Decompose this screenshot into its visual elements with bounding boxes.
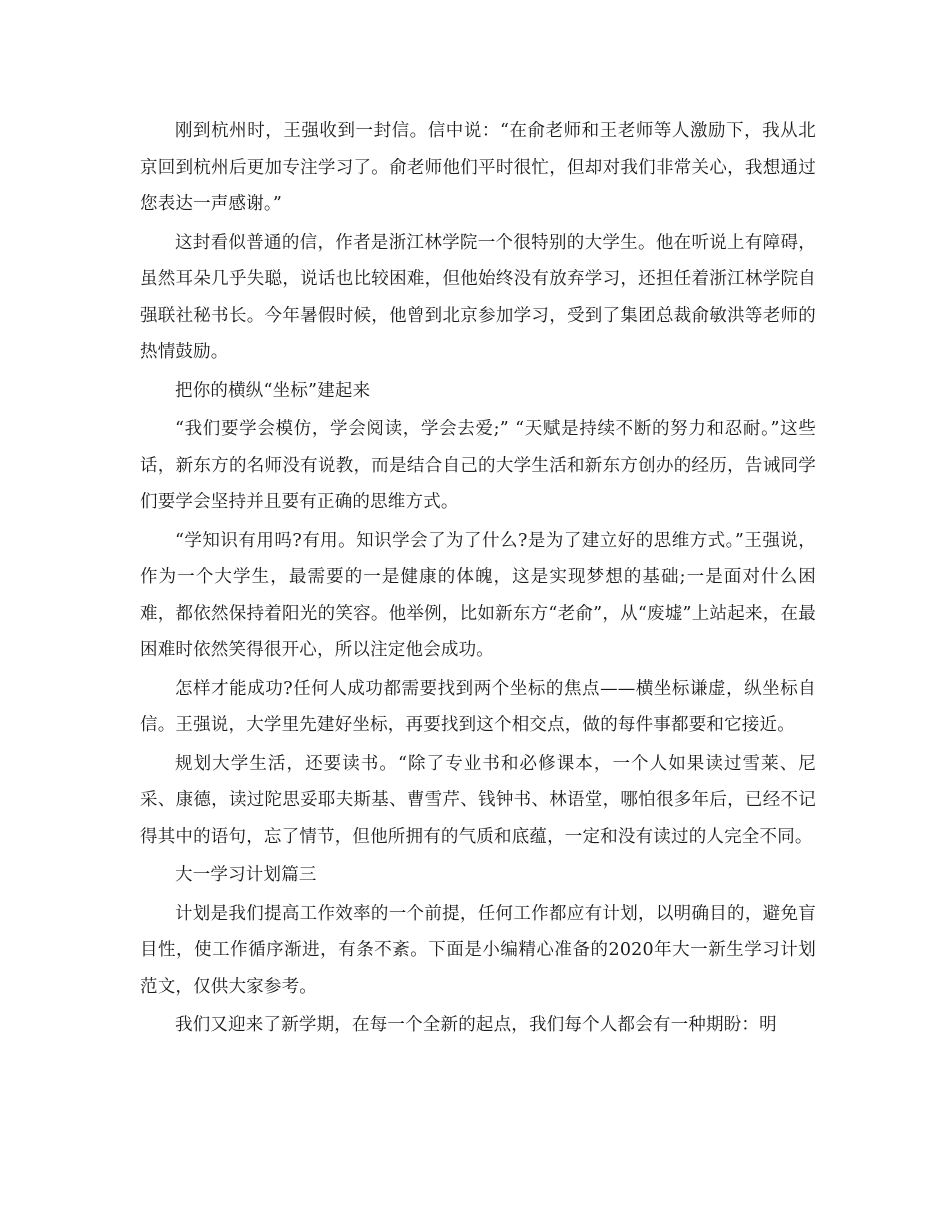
paragraph-5: 怎样才能成功?任何人成功都需要找到两个坐标的焦点——横坐标谦虚，纵坐标自信。王强说，大学里先建好坐标，再要找到这个相交点，做的每件事都要和它接近。 xyxy=(140,678,816,735)
paragraph-8: 我们又迎来了新学期，在每一个全新的起点，我们每个人都会有一种期盼：明 xyxy=(175,1015,777,1035)
section-heading-plan-three: 大一学习计划篇三 xyxy=(175,865,317,885)
paragraph-7: 计划是我们提高工作效率的一个前提，任何工作都应有计划，以明确目的，避免盲目性，使工作循序渐进，有条不紊。下面是小编精心准备的2020年大一新生学习计划范文，仅供大家参考。 xyxy=(140,903,816,997)
document-body xyxy=(140,113,816,1046)
paragraph-1: 刚到杭州时，王强收到一封信。信中说：“在俞老师和王老师等人激励下，我从北京回到杭州后更加专注学习了。俞老师他们平时很忙，但却对我们非常关心，我想通过您表达一声感谢。” xyxy=(140,121,816,214)
paragraph-2: 这封看似普通的信，作者是浙江林学院一个很特别的大学生。他在听说上有障碍，虽然耳朵几乎失聪，说话也比较困难，但他始终没有放弃学习，还担任着浙江林学院自强联社秘书长。今年暑假时候，他曾到北京参加学习，受到了集团总裁俞敏洪等老师的热情鼓励。 xyxy=(140,232,816,362)
paragraph-6: 规划大学生活，还要读书。“除了专业书和必修课本，一个人如果读过雪莱、尼采、康德，读过陀思妥耶夫斯基、曹雪芹、钱钟书、林语堂，哪怕很多年后，已经不记得其中的语句，忘了情节，但他所拥有的气质和底蕴，一定和没有读过的人完全不同。 xyxy=(140,753,816,847)
paragraph-4: “学知识有用吗?有用。知识学会了为了什么?是为了建立好的思维方式。”王强说，作为一个大学生，最需要的一是健康的体魄，这是实现梦想的基础;一是面对什么困难，都依然保持着阳光的笑容。他举例，比如新东方“老俞”，从“废墟”上站起来，在最困难时依然笑得很开心，所以注定他会成功。 xyxy=(140,530,816,660)
section-heading-coordinates: 把你的横纵“坐标”建起来 xyxy=(175,380,371,401)
paragraph-3: “我们要学会模仿，学会阅读，学会去爱;” “天赋是持续不断的努力和忍耐。”这些话，新东方的名师没有说教，而是结合自己的大学生活和新东方创办的经历，告诫同学们要学会坚持并且要有正确的思维方式。 xyxy=(140,419,816,512)
